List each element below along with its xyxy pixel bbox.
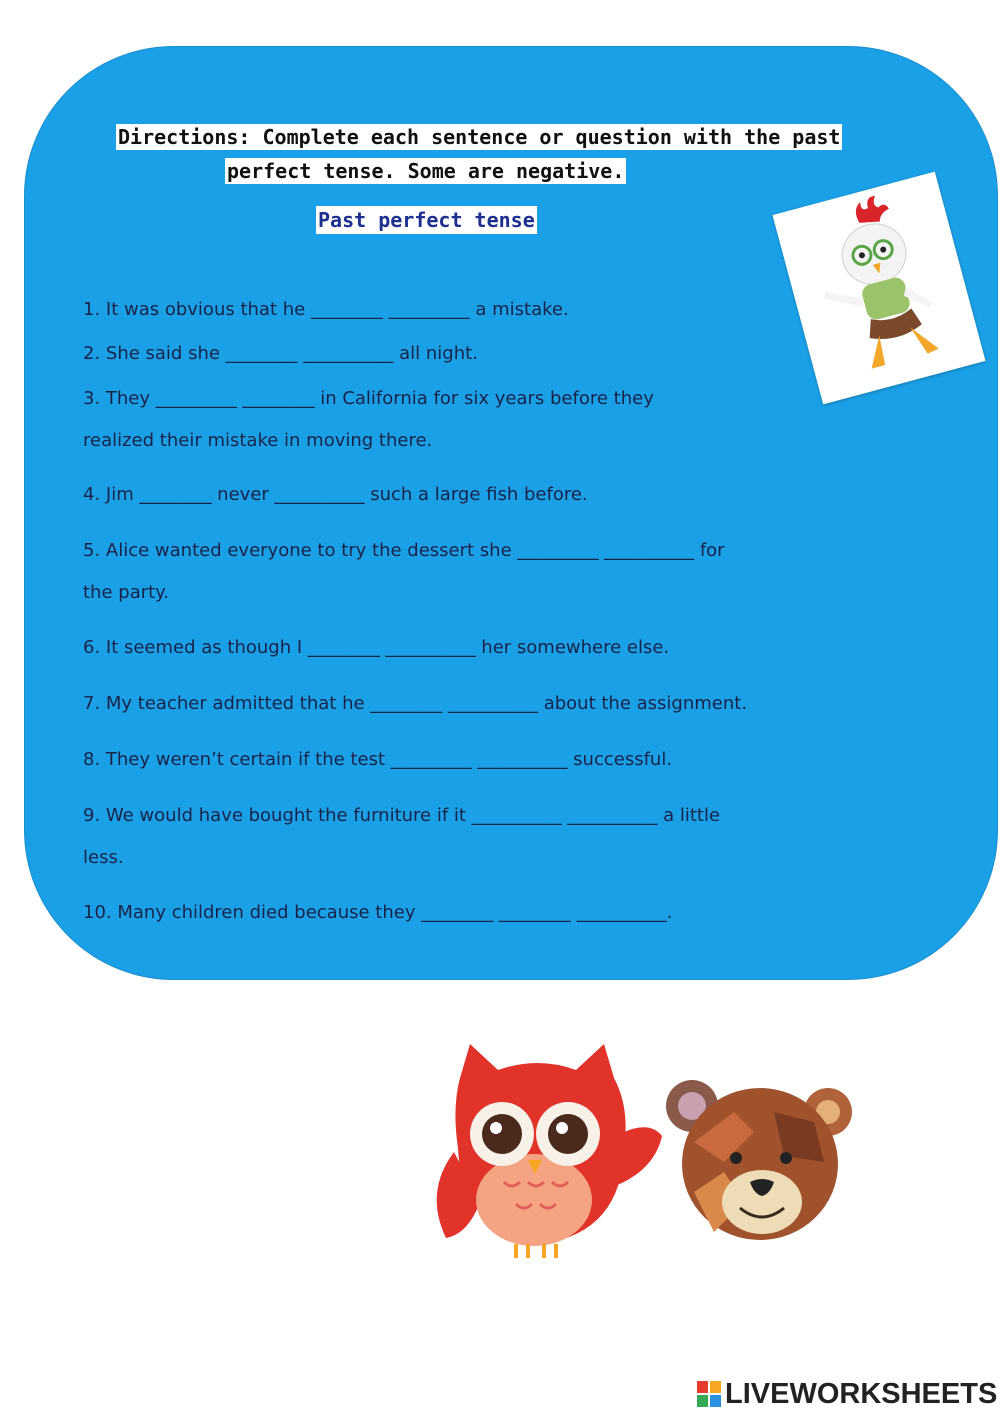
question-8: 8. They weren’t certain if the test _________ __________ successful. bbox=[83, 749, 673, 770]
owl-and-bear-picture bbox=[424, 1032, 854, 1277]
question-7: 7. My teacher admitted that he ________ __________ about the assignment. bbox=[83, 693, 748, 714]
question-5: 5. Alice wanted everyone to try the dessert she _________ __________ for bbox=[83, 540, 725, 561]
logo-square-red bbox=[697, 1381, 708, 1393]
owl-illustration bbox=[437, 1044, 662, 1258]
directions-line-1: Directions: Complete each sentence or question with the past bbox=[118, 125, 841, 149]
question-1: 1. It was obvious that he ________ _________ a mistake. bbox=[83, 299, 569, 320]
logo-square-blue bbox=[710, 1395, 721, 1407]
question-3: 3. They _________ ________ in California for six years before they bbox=[83, 388, 654, 409]
instruction-panel bbox=[24, 46, 998, 980]
logo-square-orange bbox=[710, 1381, 721, 1393]
question-9-continued: less. bbox=[83, 847, 124, 868]
worksheet-title: Past perfect tense bbox=[318, 208, 535, 232]
question-5-continued: the party. bbox=[83, 582, 169, 603]
liveworksheets-brand-text: LIVEWORKSHEETS bbox=[725, 1377, 998, 1410]
question-3-continued: realized their mistake in moving there. bbox=[83, 430, 433, 451]
directions-line-2: perfect tense. Some are negative. bbox=[227, 159, 625, 183]
liveworksheets-logo bbox=[697, 1378, 997, 1410]
question-4: 4. Jim ________ never __________ such a large fish before. bbox=[83, 484, 588, 505]
question-10: 10. Many children died because they ________ ________ __________. bbox=[83, 902, 673, 923]
question-9: 9. We would have bought the furniture if it __________ __________ a little bbox=[83, 805, 721, 826]
bear-illustration bbox=[666, 1080, 852, 1240]
question-6: 6. It seemed as though I ________ __________ her somewhere else. bbox=[83, 637, 670, 658]
logo-square-green bbox=[697, 1395, 708, 1407]
question-2: 2. She said she ________ __________ all night. bbox=[83, 343, 478, 364]
liveworksheets-logo-icon bbox=[697, 1381, 721, 1407]
